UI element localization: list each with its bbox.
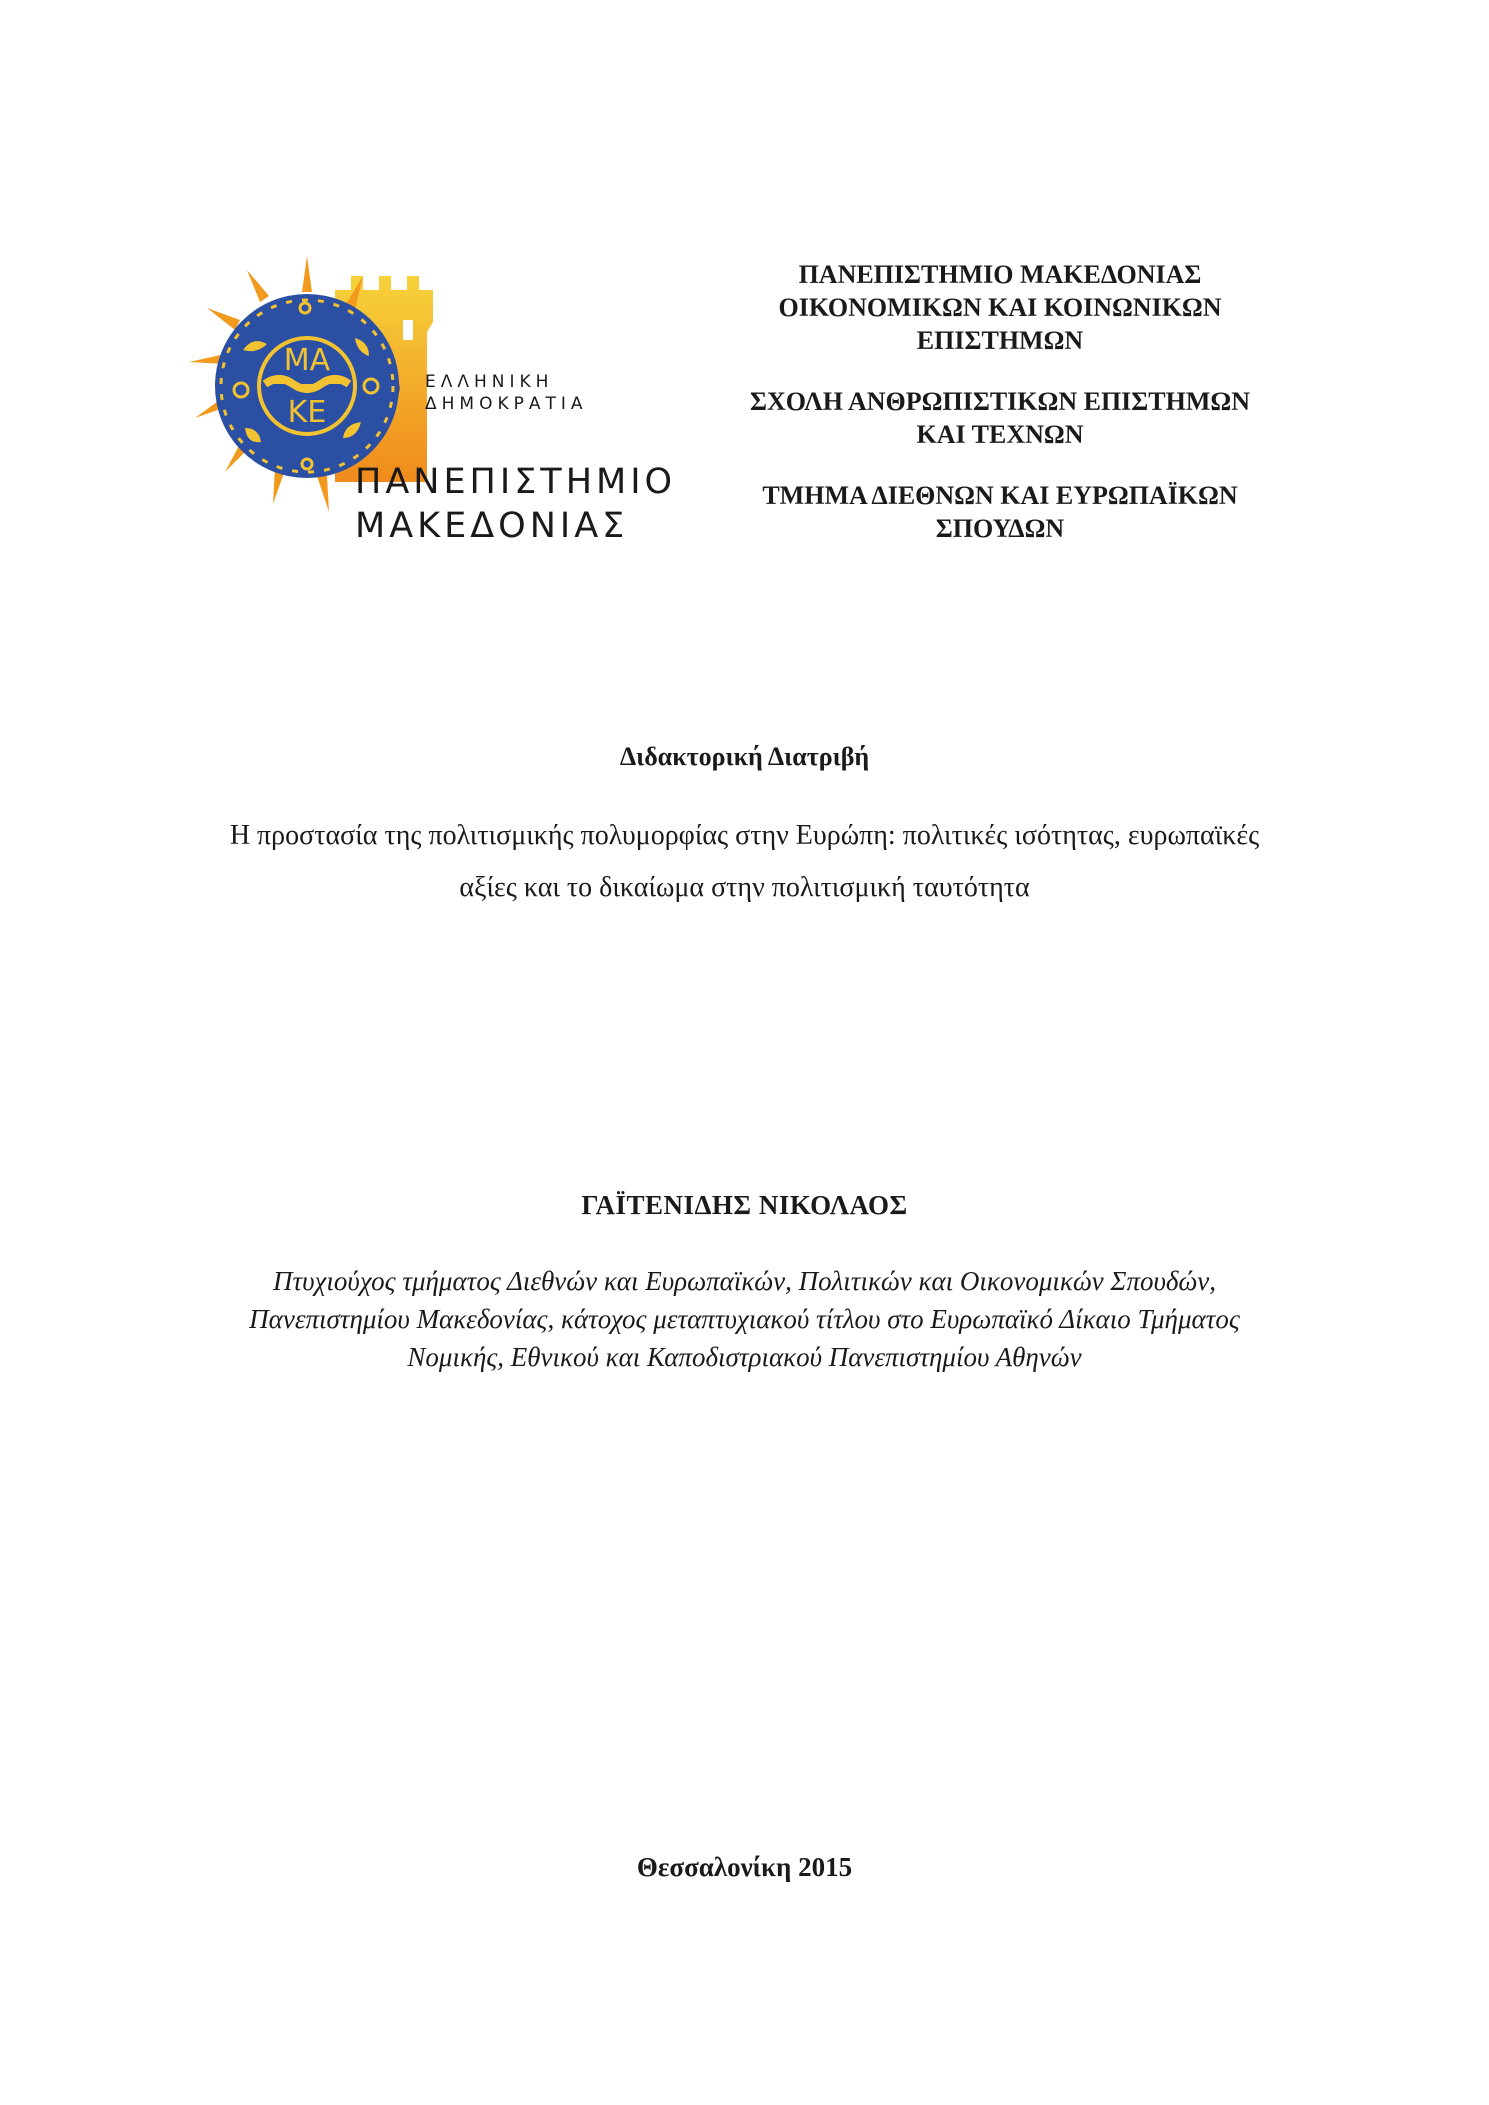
author-description — [0, 1262, 1489, 1376]
university-logo — [185, 250, 677, 550]
university-line: ΕΠΙΣΤΗΜΩΝ — [916, 326, 1084, 355]
seal-text-bottom: ΚΕ — [287, 395, 327, 430]
institution-header — [700, 258, 1300, 573]
university-name — [700, 258, 1300, 357]
department-line: ΣΠΟΥΔΩΝ — [935, 514, 1065, 543]
logo-label-university: ΠΑΝΕΠΙΣΤΗΜΙΟ — [355, 462, 677, 502]
place-year: Θεσσαλονίκη 2015 — [636, 1852, 853, 1882]
logo-label-hellenic: ΕΛΛΗΝΙΚΗ — [425, 372, 554, 392]
department-line: ΤΜΗΜΑ ΔΙΕΘΝΩΝ ΚΑΙ ΕΥΡΩΠΑΪΚΩΝ — [762, 481, 1238, 510]
author-description-line: Νομικής, Εθνικού και Καποδιστριακού Πανεπιστημίου Αθηνών — [407, 1342, 1082, 1372]
university-line: ΟΙΚΟΝΟΜΙΚΩΝ ΚΑΙ ΚΟΙΝΩΝΙΚΩΝ — [778, 293, 1222, 322]
thesis-type: Διδακτορική Διατριβή — [619, 742, 870, 771]
school-line: ΚΑΙ ΤΕΧΝΩΝ — [916, 420, 1084, 449]
thesis-title-line: αξίες και το δικαίωμα στην πολιτισμική ταυτότητα — [459, 872, 1030, 903]
department-name — [700, 479, 1300, 545]
seal-icon — [215, 294, 399, 478]
thesis-title-line: Η προστασία της πολιτισμικής πολυμορφίας στην Ευρώπη: πολιτικές ισότητας, ευρωπαϊκές — [229, 820, 1260, 851]
logo-label-macedonia: ΜΑΚΕΔΟΝΙΑΣ — [355, 506, 629, 546]
school-name — [700, 385, 1300, 451]
author-description-line: Πανεπιστημίου Μακεδονίας, κάτοχος μεταπτυχιακού τίτλου στο Ευρωπαϊκό Δίκαιο Τμήματος — [249, 1304, 1240, 1334]
author-name: ΓΑΪΤΕΝΙΔΗΣ ΝΙΚΟΛΑΟΣ — [581, 1190, 908, 1220]
author-description-line: Πτυχιούχος τμήματος Διεθνών και Ευρωπαϊκών, Πολιτικών και Οικονομικών Σπουδών, — [272, 1266, 1217, 1296]
school-line: ΣΧΟΛΗ ΑΝΘΡΩΠΙΣΤΙΚΩΝ ΕΠΙΣΤΗΜΩΝ — [749, 387, 1250, 416]
logo-label-republic: ΔΗΜΟΚΡΑΤΙΑ — [425, 394, 588, 414]
seal-text-top: ΜΑ — [283, 343, 331, 378]
university-line: ΠΑΝΕΠΙΣΤΗΜΙΟ ΜΑΚΕΔΟΝΙΑΣ — [798, 260, 1202, 289]
thesis-title — [0, 810, 1489, 914]
